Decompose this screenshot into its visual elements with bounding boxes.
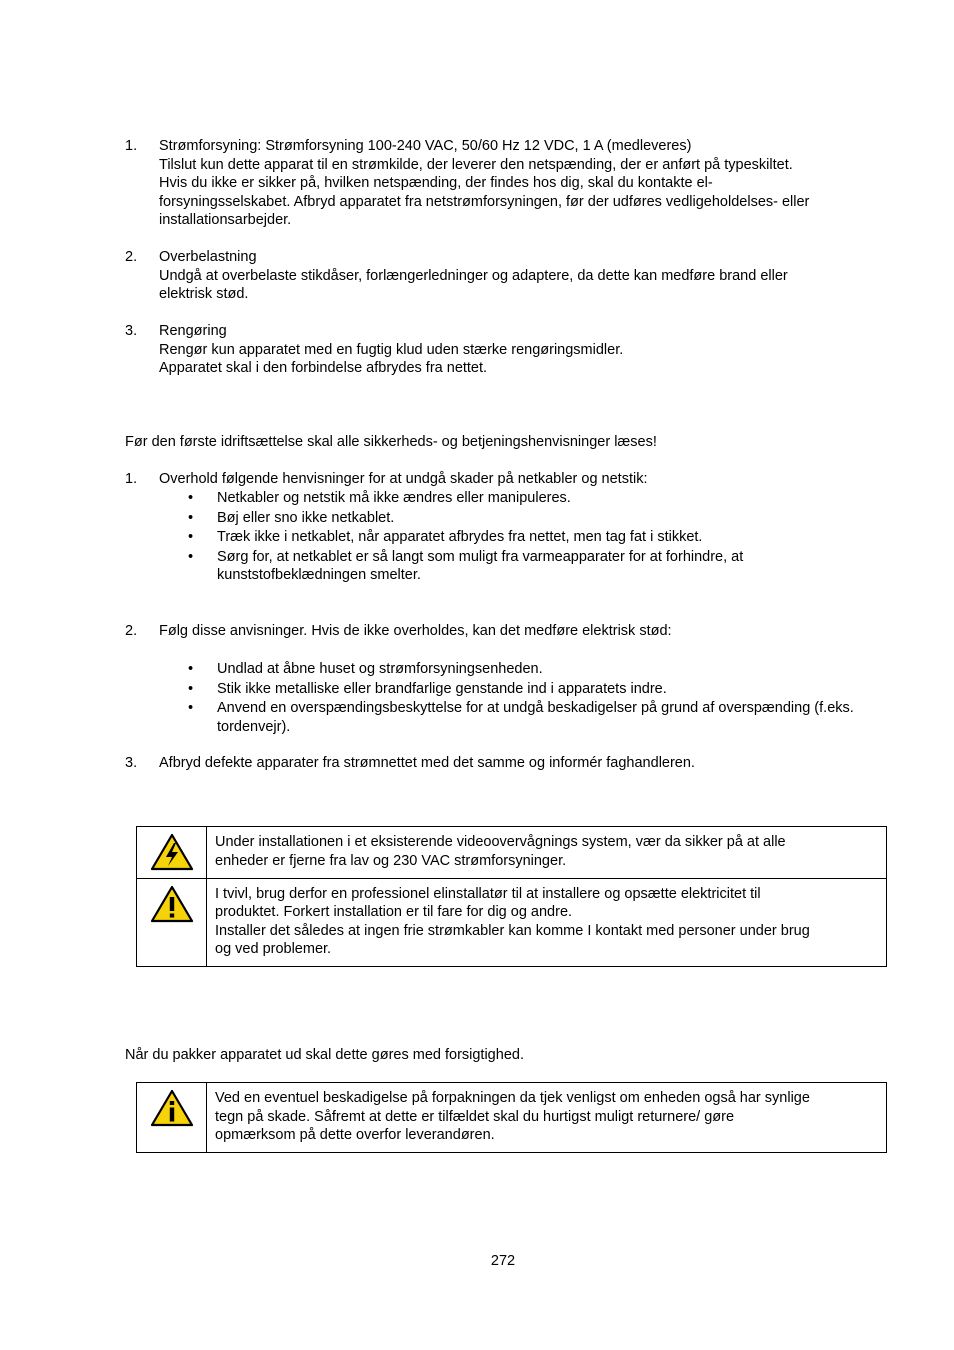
icon-cell xyxy=(137,1083,207,1153)
table-row xyxy=(137,878,887,966)
list-item: • Undlad at åbne huset og strømforsyningsenheden. xyxy=(188,661,543,677)
item-text: elektrisk stød. xyxy=(159,286,249,302)
warning-message: I tvivl, brug derfor en professionel elinstallatør til at installere og opsætte elektricitet til produktet. Forkert installation er til fare for dig og andre. Installer det således at ingen frie strømkabler kan komme I kontakt med personer under brug og ved problemer. xyxy=(207,878,887,966)
bullet-icon: • xyxy=(188,509,194,526)
list-item: • Stik ikke metalliske eller brandfarlige genstande ind i apparatets indre. xyxy=(188,680,667,697)
note-table xyxy=(136,1082,887,1153)
high-voltage-warning-icon xyxy=(150,833,194,871)
bullet-list xyxy=(188,489,888,586)
item-title: Rengøring xyxy=(159,323,227,339)
item-text: Rengør kun apparatet med en fugtig klud uden stærke rengøringsmidler. xyxy=(159,341,624,358)
warning-message: Under installationen i et eksisterende videoovervågnings system, vær da sikker på at alle enheder er fjerne fra lav og 230 VAC strømforsyninger. xyxy=(207,827,887,879)
item-text: Hvis du ikke er sikker på, hvilken netspænding, der findes hos dig, skal du kontakte el- xyxy=(159,175,713,191)
bullet-icon: • xyxy=(188,680,194,697)
exclamation-warning-icon xyxy=(150,885,194,923)
list-item: • Sørg for, at netkablet er så langt som muligt fra varmeapparater for at forhindre, at kunststofbeklædningen smelter. xyxy=(188,548,744,583)
icon-cell xyxy=(137,878,207,966)
list-item: • Netkabler og netstik må ikke ændres eller manipuleres. xyxy=(188,490,571,506)
list-item: • Anvend en overspændingsbeskyttelse for at undgå beskadigelser på grund af overspænding (f.eks. tordenvejr). xyxy=(188,700,854,735)
list-item: • Bøj eller sno ikke netkablet. xyxy=(188,509,395,526)
bullet-icon: • xyxy=(188,529,194,545)
icon-cell xyxy=(137,827,207,879)
item-number: 1. xyxy=(125,471,138,487)
note-message: Ved en eventuel beskadigelse på forpakningen da tjek venligst om enheden også har synlige tegn på skade. Såfremt at dette er tilfældet skal du hurtigst muligt returnere/ gøre opmærksom på dette overfor leverandøren. xyxy=(207,1083,887,1153)
item-title: Strømforsyning: Strømforsyning 100-240 VAC, 50/60 Hz 12 VDC, 1 A (medleveres) xyxy=(159,138,692,154)
bullet-icon: • xyxy=(188,661,194,677)
item-text: installationsarbejder. xyxy=(159,212,292,228)
item-text: Tilslut kun dette apparat til en strømkilde, der leverer den netspænding, der er anført på typeskiltet. xyxy=(159,156,793,173)
bullet-icon: • xyxy=(188,548,194,565)
item-text: Apparatet skal i den forbindelse afbrydes fra nettet. xyxy=(159,360,488,376)
item-number: 3. xyxy=(125,323,138,339)
table-row xyxy=(137,827,887,879)
item-text: Følg disse anvisninger. Hvis de ikke overholdes, kan det medføre elektrisk stød: xyxy=(159,623,672,639)
item-text: Afbryd defekte apparater fra strømnettet med det samme og informér faghandleren. xyxy=(159,755,695,771)
warning-table xyxy=(136,826,887,967)
bullet-icon: • xyxy=(188,700,194,716)
bullet-list xyxy=(188,660,888,737)
bullet-icon: • xyxy=(188,490,194,506)
item-title: Overbelastning xyxy=(159,249,257,265)
item-number: 2. xyxy=(125,249,138,265)
item-text: forsyningsselskabet. Afbryd apparatet fra netstrømforsyningen, før der udføres vedligeholdelses- eller xyxy=(159,193,810,210)
info-warning-icon xyxy=(150,1089,194,1127)
table-row xyxy=(137,1083,887,1153)
list-item: • Træk ikke i netkablet, når apparatet afbrydes fra nettet, men tag fat i stikket. xyxy=(188,529,703,545)
item-text: Undgå at overbelaste stikdåser, forlængerledninger og adaptere, da dette kan medføre brand eller xyxy=(159,267,788,284)
item-number: 1. xyxy=(125,138,138,154)
unpacking-intro: Når du pakker apparatet ud skal dette gøres med forsigtighed. xyxy=(125,1047,524,1063)
item-text: Overhold følgende henvisninger for at undgå skader på netkabler og netstik: xyxy=(159,471,648,487)
safety-intro: Før den første idriftsættelse skal alle sikkerheds- og betjeningshenvisninger læses! xyxy=(125,434,657,450)
item-number: 3. xyxy=(125,755,138,771)
item-number: 2. xyxy=(125,623,138,639)
page-number: 272 xyxy=(490,1253,516,1269)
